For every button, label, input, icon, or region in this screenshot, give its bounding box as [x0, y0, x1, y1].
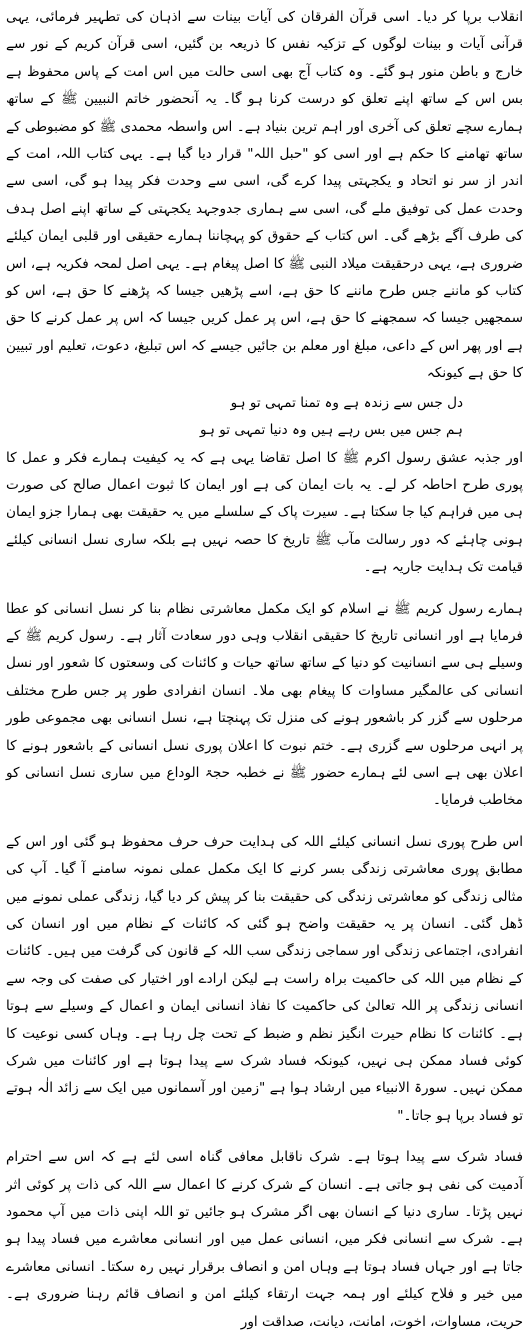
paragraph-shirk-and-fasad: فساد شرک سے پیدا ہوتا ہے۔ شرک ناقابل معافی گناہ اسی لئے ہے کہ اس سے احترام آدمیت کی نفی ہو جاتی ہے۔ انسان کے شرک کرنے کا اعمال سے اللہ کی ذات پر کوئی اثر نہیں پڑتا۔ ساری دنیا کے انسان بھی اگر مشرک ہو جائیں تو اللہ اپنی ذات میں آپ محمود ہے۔ شرک سے انسانی فکر میں، انسانی عمل میں اور انسانی معاشرے میں فساد پیدا ہو جاتا ہے اور جہاں فساد ہوتا ہے وہاں امن و انصاف برقرار نہیں رہ سکتا۔ انسانی معاشرے میں خیر و فلاح کیلئے اور ہمہ جہت ارتقاء کیلئے امن و انصاف قائم رہنا ضروری ہے۔ حریت، مساوات، اخوت، امانت، دیانت، صداقت اور — [6, 1149, 523, 1330]
poetry-verse-line-2: ہم جس میں بس رہے ہیں وہ دنیا تمہی تو ہو — [199, 422, 463, 439]
paragraph-love-of-prophet: اور جذبہ عشق رسول اکرم ﷺ کا اصل تقاضا یہی ہے کہ یہ کیفیت ہمارے فکر و عمل کا پوری طرح احاطہ کر لے۔ یہ بات ایمان کی ہے اور ایمان کا ثبوت اعمال صالح کی صورت ہی میں فراہم کیا جا سکتا ہے۔ سیرت پاک کے سلسلے میں یہ حقیقت بھی ہمارا جزو ایمان ہونی چاہئے کہ دور رسالت مآب ﷺ تاریخ کا حصہ نہیں ہے بلکہ ساری نسل انسانی کیلئے قیامت تک ہدایت جاریہ ہے۔ — [6, 449, 523, 576]
paragraph-social-system: ہمارے رسول کریم ﷺ نے اسلام کو ایک مکمل معاشرتی نظام بنا کر نسل انسانی کو عطا فرمایا ہے اور انسانی تاریخ کا حقیقی انقلاب وہی دور سعادت آثار ہے۔ رسول کریم ﷺ کے وسیلے ہی سے انسانیت کو دنیا کے ساتھ ساتھ حیات و کائنات کی وسعتوں کا شعور اور نسل انسانی کی عالمگیر مساوات کا پیغام بھی ملا۔ انسان انفرادی طور پر جس طرح مختلف مرحلوں سے گزر کر باشعور ہونے کی منزل تک پہنچتا ہے، نسل انسانی بھی مجموعی طور پر انہی مرحلوں سے گزری ہے۔ ختم نبوت کا اعلان پوری نسل انسانی کے باشعور ہونے کا اعلان بھی ہے اسی لئے ہمارے حضور ﷺ نے خطبہ حجۃ الوداع میں ساری نسل انسانی کو مخاطب فرمایا۔ — [6, 600, 523, 809]
paragraph-quran-revolution: انقلاب برپا کر دیا۔ اسی قرآن الفرقان کی آیات بینات سے اذہان کی تطہیر فرمائی، یہی قرآنی آیات و بینات لوگوں کے تزکیہ نفس کا ذریعہ بن گئیں، اسی قرآن کریم کے نور سے خارج و باطن منور ہو گئے۔ وہ کتاب آج بھی اسی حالت میں اس امت کے پاس محفوظ ہے بس اس کے ساتھ اپنے تعلق کو درست کرنا ہو گا۔ یہ آنحضور خاتم النبیین ﷺ کے ساتھ ہمارے سچے تعلق کی آخری اور اہم ترین بنیاد ہے۔ اس واسطہ محمدی ﷺ کو مضبوطی کے ساتھ تھامنے کا حکم ہے اور اسی کو "حبل اللہ" قرار دیا گیا ہے۔ یہی کتاب اللہ، امت کے اندر از سر نو اتحاد و یکجہتی پیدا کرے گی، اسی سے وحدت فکر پیدا ہو گی، اسی سے وحدت عمل کی توفیق ملے گی، اسی سے ہماری جدوجہد یکجہتی کے ساتھ اپنے اصل ہدف کی طرف آگے بڑھے گی۔ اس کتاب کے حقوق کو پہچاننا ہمارے حقیقی اور قلبی ایمان کیلئے ضروری ہے، یہی درحقیقت میلاد النبی ﷺ کا اصل پیغام ہے۔ یہی اصل لمحہ فکریہ ہے، اس کتاب کو ماننے جس طرح ماننے کا حق ہے، اسے پڑھیں جیسا کہ پڑھنے کا حق ہے، اس کو سمجھیں جیسا کہ سمجھنے کا حق ہے، اس پر عمل کریں جیسا کہ اس پر عمل کرنے کا حق ہے اور پھر اس کے داعی، مبلغ اور معلم بن جائیں جیسے کہ اس تبلیغ، دعوت، تعلیم اور تبیین کا حق ہے کیونکہ — [6, 9, 523, 382]
paragraph-divine-guidance: اس طرح پوری نسل انسانی کیلئے اللہ کی ہدایت حرف حرف محفوظ ہو گئی اور اس کے مطابق پوری معاشرتی زندگی بسر کرنے کا ایک مکمل عملی نمونہ سامنے آ گیا۔ آپ کی مثالی زندگی کو معاشرتی زندگی کی حقیقت بنا کر پیش کر دیا گیا، زندگی عملی نمونے میں ڈھل گئی۔ انسان پر یہ حقیقت واضح ہو گئی کہ کائنات کے نظام میں اور انسان کی انفرادی، اجتماعی زندگی اور سماجی زندگی سب اللہ کے قانون کی گرفت میں ہیں۔ کائنات کے نظام میں اللہ کی حاکمیت براہ راست ہے لیکن ارادے اور اختیار کی صفت کی وجہ سے انسانی زندگی پر اللہ تعالیٰ کی حاکمیت کا نفاذ انسانی ایمان و اعمال کے وسیلے سے ہوتا ہے۔ کائنات کا نظام حیرت انگیز نظم و ضبط کے تحت چل رہا ہے۔ وہاں کسی نوعیت کا کوئی فساد ممکن ہی نہیں، کیونکہ فساد شرک سے پیدا ہوتا ہے اور کائنات میں شرک ممکن نہیں۔ سورۃ الانبیاء میں ارشاد ہوا ہے "زمین اور آسمانوں میں ایک سے زائد الٰہ ہوتے تو فساد برپا ہو جاتا۔" — [6, 833, 523, 1124]
poetry-verse-line-1: دل جس سے زندہ ہے وہ تمنا تمہی تو ہو — [230, 394, 463, 411]
